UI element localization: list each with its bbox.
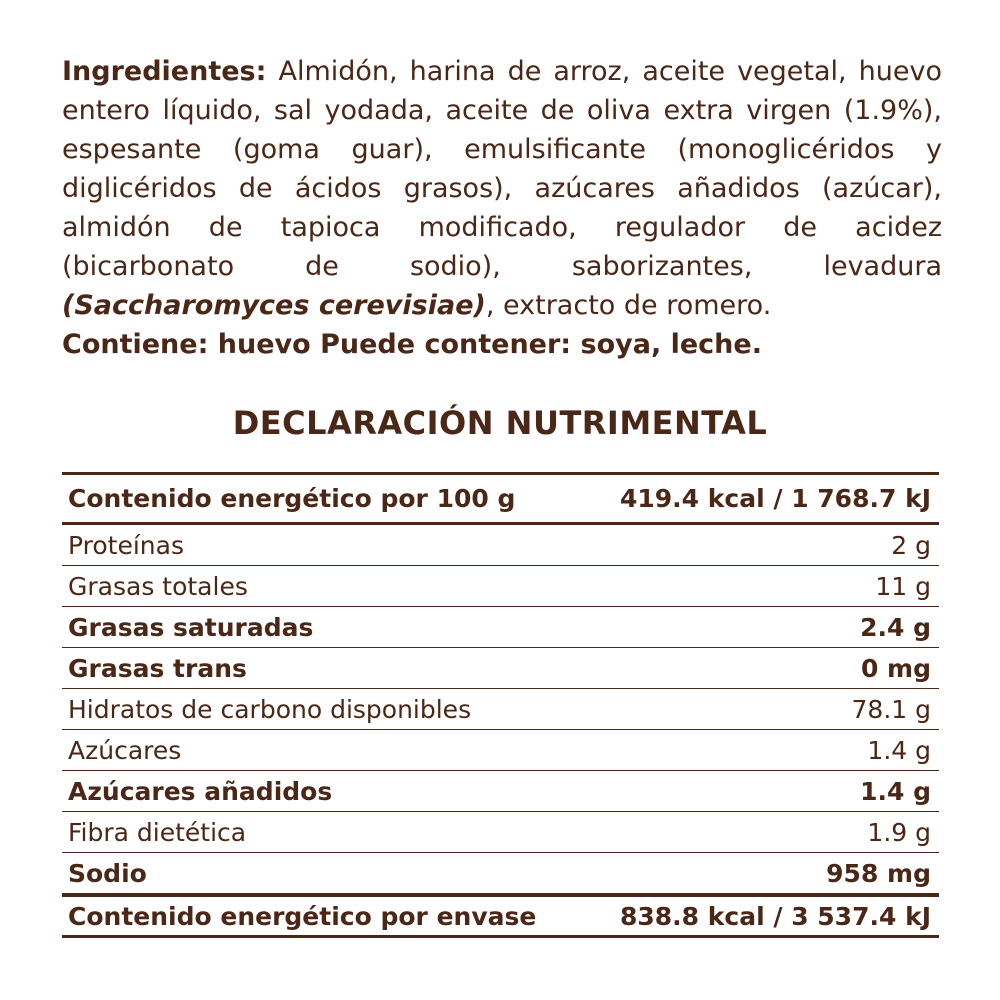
ingredients-text-end: , extracto de romero.	[485, 290, 772, 321]
row-value: 1.4 g	[867, 735, 931, 765]
row-label: Sodio	[68, 858, 147, 888]
nutrient-row	[62, 607, 939, 648]
row-value: 838.8 kcal / 3 537.4 kJ	[619, 901, 931, 931]
row-label: Contenido energético por 100 g	[68, 484, 516, 513]
row-label: Proteínas	[68, 530, 184, 560]
nutrition-title: DECLARACIÓN NUTRIMENTAL	[232, 404, 768, 442]
nutrient-row	[62, 689, 939, 730]
row-label: Grasas saturadas	[68, 612, 314, 642]
row-label: Fibra dietética	[68, 817, 247, 847]
nutrient-row	[62, 648, 939, 689]
row-value: 2 g	[891, 530, 931, 560]
nutrient-row	[62, 771, 939, 812]
nutrient-row	[62, 853, 939, 894]
ingredients-label: Ingredientes:	[62, 56, 267, 87]
row-label: Hidratos de carbono disponibles	[68, 694, 472, 724]
row-label: Azúcares añadidos	[68, 776, 333, 806]
allergen-statement: Contiene: huevo Puede contener: soya, leche.	[62, 329, 762, 360]
row-label: Contenido energético por envase	[68, 901, 537, 931]
row-value: 958 mg	[826, 858, 931, 888]
row-value: 0 mg	[860, 653, 931, 683]
ingredients-yeast-species: (Saccharomyces cerevisiae)	[62, 290, 486, 321]
nutrient-row	[62, 730, 939, 771]
energy-per-package-row	[62, 894, 939, 935]
row-label: Grasas trans	[68, 653, 247, 683]
row-label: Grasas totales	[68, 571, 248, 601]
row-value: 2.4 g	[860, 612, 931, 642]
ingredients-paragraph	[62, 52, 942, 325]
row-value: 419.4 kcal / 1 768.7 kJ	[619, 484, 931, 513]
nutrient-row	[62, 812, 939, 853]
row-value: 1.9 g	[867, 817, 931, 847]
row-value: 11 g	[875, 571, 931, 601]
nutrition-table	[62, 472, 939, 938]
row-label: Azúcares	[68, 735, 182, 765]
ingredients-text: Almidón, harina de arroz, aceite vegetal, huevo entero líquido, sal yodada, aceite de oliva extra virgen (1.9%), espesante (goma guar), emulsificante (monoglicéridos y diglicéridos de ácidos grasos), azúcares añadidos (azúcar), almidón de tapioca modificado, regulador de acidez (bicarbonato de sodio), saborizantes, levadura	[62, 56, 942, 282]
energy-per-100g-row	[62, 475, 939, 525]
nutrient-row	[62, 566, 939, 607]
nutrient-row	[62, 525, 939, 566]
row-value: 78.1 g	[851, 694, 931, 724]
ingredients-block	[62, 52, 942, 364]
row-value: 1.4 g	[860, 776, 931, 806]
